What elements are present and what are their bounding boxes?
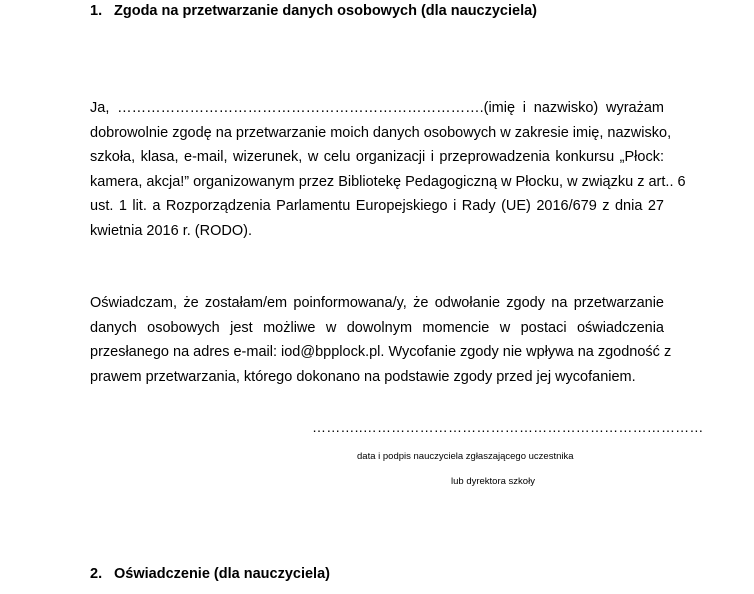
declaration-line: przesłanego na adres e-mail: iod@bpplock.pl. Wycofanie zgody nie wpływa na zgodność z <box>90 344 672 360</box>
consent-paragraph <box>90 96 686 243</box>
consent-line: Ja, ………………………………………………………………….(imię i nazwisko) wyrażam <box>90 100 664 116</box>
signature-caption: data i podpis nauczyciela zgłaszającego uczestnika <box>357 451 574 462</box>
declaration-line: Oświadczam, że zostałam/em poinformowana/y, że odwołanie zgody na przetwarzanie <box>90 295 664 311</box>
declaration-paragraph <box>90 291 672 389</box>
section-1-heading <box>90 3 537 19</box>
section-1-title: Zgoda na przetwarzanie danych osobowych (dla nauczyciela) <box>114 3 538 19</box>
consent-line: szkoła, klasa, e-mail, wizerunek, w celu organizacji i przeprowadzenia konkursu „Płock: <box>90 149 664 165</box>
consent-line: dobrowolnie zgodę na przetwarzanie moich danych osobowych w zakresie imię, nazwisko, <box>90 124 672 141</box>
consent-line: ust. 1 lit. a Rozporządzenia Parlamentu Europejskiego i Rady (UE) 2016/679 z dnia 27 <box>90 198 664 214</box>
section-2-number: 2. <box>90 566 103 582</box>
section-1-number: 1. <box>90 3 103 19</box>
section-2-heading <box>90 566 330 582</box>
signature-line: ………..……………………………………………………………… <box>312 419 704 435</box>
signature-caption-secondary: lub dyrektora szkoły <box>451 476 535 487</box>
consent-line: kamera, akcja!” organizowanym przez Bibliotekę Pedagogiczną w Płocku, w związku z art.. 6 <box>90 173 686 190</box>
section-2-title: Oświadczenie (dla nauczyciela) <box>114 566 330 582</box>
consent-line: kwietnia 2016 r. (RODO). <box>90 222 252 239</box>
declaration-line: prawem przetwarzania, którego dokonano na podstawie zgody przed jej wycofaniem. <box>90 368 636 385</box>
declaration-line: danych osobowych jest możliwe w dowolnym momencie w postaci oświadczenia <box>90 319 664 336</box>
